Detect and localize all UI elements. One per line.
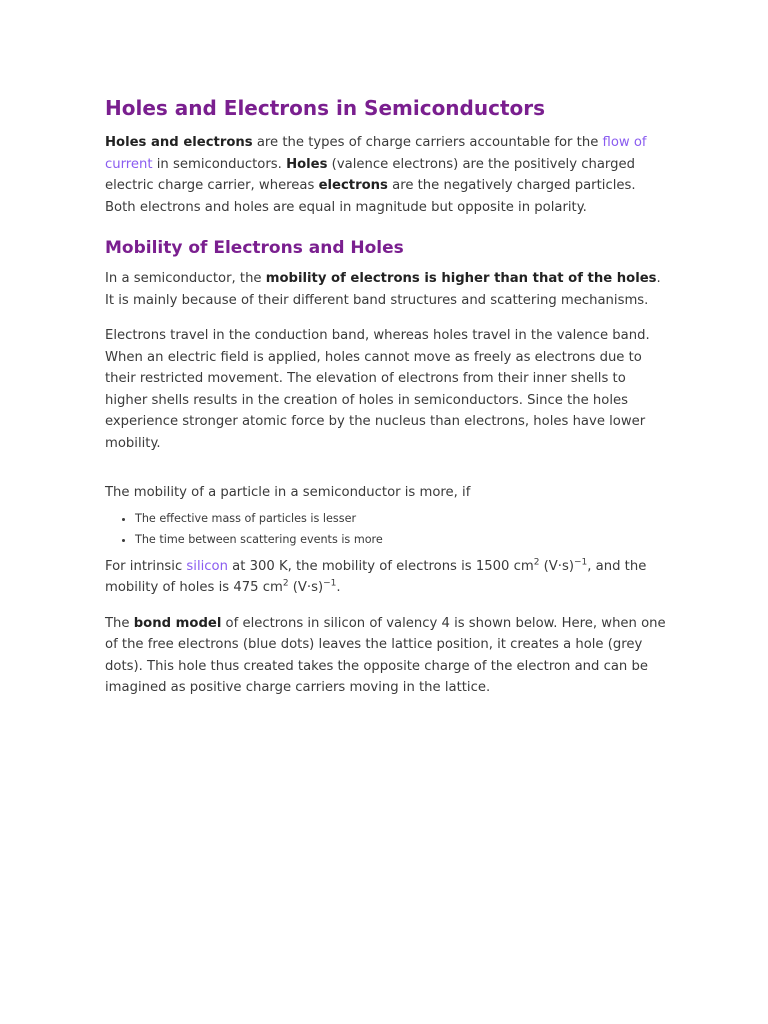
intro-text-2: in semiconductors. [152, 156, 287, 172]
bond-text-1: The [105, 615, 134, 631]
intro-text-1: are the types of charge carriers accountable for the [252, 135, 603, 150]
bold-electrons: electrons [318, 178, 388, 193]
bold-bond-model: bond model [133, 615, 222, 631]
intro-text-4: are the negatively charged particles. Both electrons and holes are equal in magnitude but opposite in polarity. [105, 178, 636, 215]
list-item: • The effective mass of particles is lesser [135, 508, 668, 529]
mobility-paragraph [105, 268, 668, 311]
bold-holes: Holes [286, 156, 328, 172]
silicon-text-1: For intrinsic [105, 558, 187, 574]
mobility-text-1: In a semiconductor, the [105, 271, 266, 286]
bold-holes-and-electrons: Holes and electrons [105, 135, 253, 150]
silicon-text-2: at 300 K, the mobility of electrons is 1500 cm [227, 558, 534, 574]
silicon-link[interactable]: silicon [186, 558, 228, 574]
silicon-text-5: (V·s) [288, 580, 324, 595]
superscript: 2 [282, 578, 289, 589]
bold-mobility-claim: mobility of electrons is higher than that of the holes [265, 271, 657, 286]
superscript: 2 [533, 557, 540, 568]
bond-model-paragraph [105, 613, 668, 699]
bands-paragraph: Electrons travel in the conduction band, whereas holes travel in the valence band. When an electric field is applied, holes cannot move as freely as electrons due to their restricted movement. The elevation of electrons from their inner shells to higher shells results in the creation of holes in semiconductors. Since the holes experience stronger atomic force by the nucleus than electrons, holes have lower mobility. [105, 328, 650, 451]
condition-list [105, 508, 668, 550]
intro-text-3: (valence electrons) are the positively charged electric charge carrier, whereas [105, 156, 635, 193]
silicon-text-3: (V·s) [539, 558, 575, 574]
mobility-condition-paragraph: The mobility of a particle in a semiconductor is more, if [105, 485, 471, 500]
list-item: • The time between scattering events is more [135, 529, 668, 550]
section-heading: Mobility of Electrons and Holes [105, 238, 404, 258]
superscript: −1 [574, 557, 588, 568]
mobility-text-2: . It is mainly because of their different band structures and scattering mechanisms. [105, 271, 661, 308]
flow-of-current-link[interactable]: flow of current [105, 135, 647, 172]
silicon-text-4: , and the mobility of holes is 475 cm [105, 558, 647, 595]
bond-text-2: of electrons in silicon of valency 4 is shown below. Here, when one of the free electrons (blue dots) leaves the lattice position, it creates a hole (grey dots). This hole thus created takes the opposite charge of the electron and can be imagined as positive charge carriers moving in the lattice. [105, 615, 666, 695]
silicon-paragraph [105, 556, 668, 599]
silicon-text-6: . [336, 580, 341, 595]
page-title: Holes and Electrons in Semiconductors [105, 96, 546, 120]
superscript: −1 [323, 578, 337, 589]
spacer [105, 468, 668, 482]
intro-paragraph [105, 132, 668, 218]
